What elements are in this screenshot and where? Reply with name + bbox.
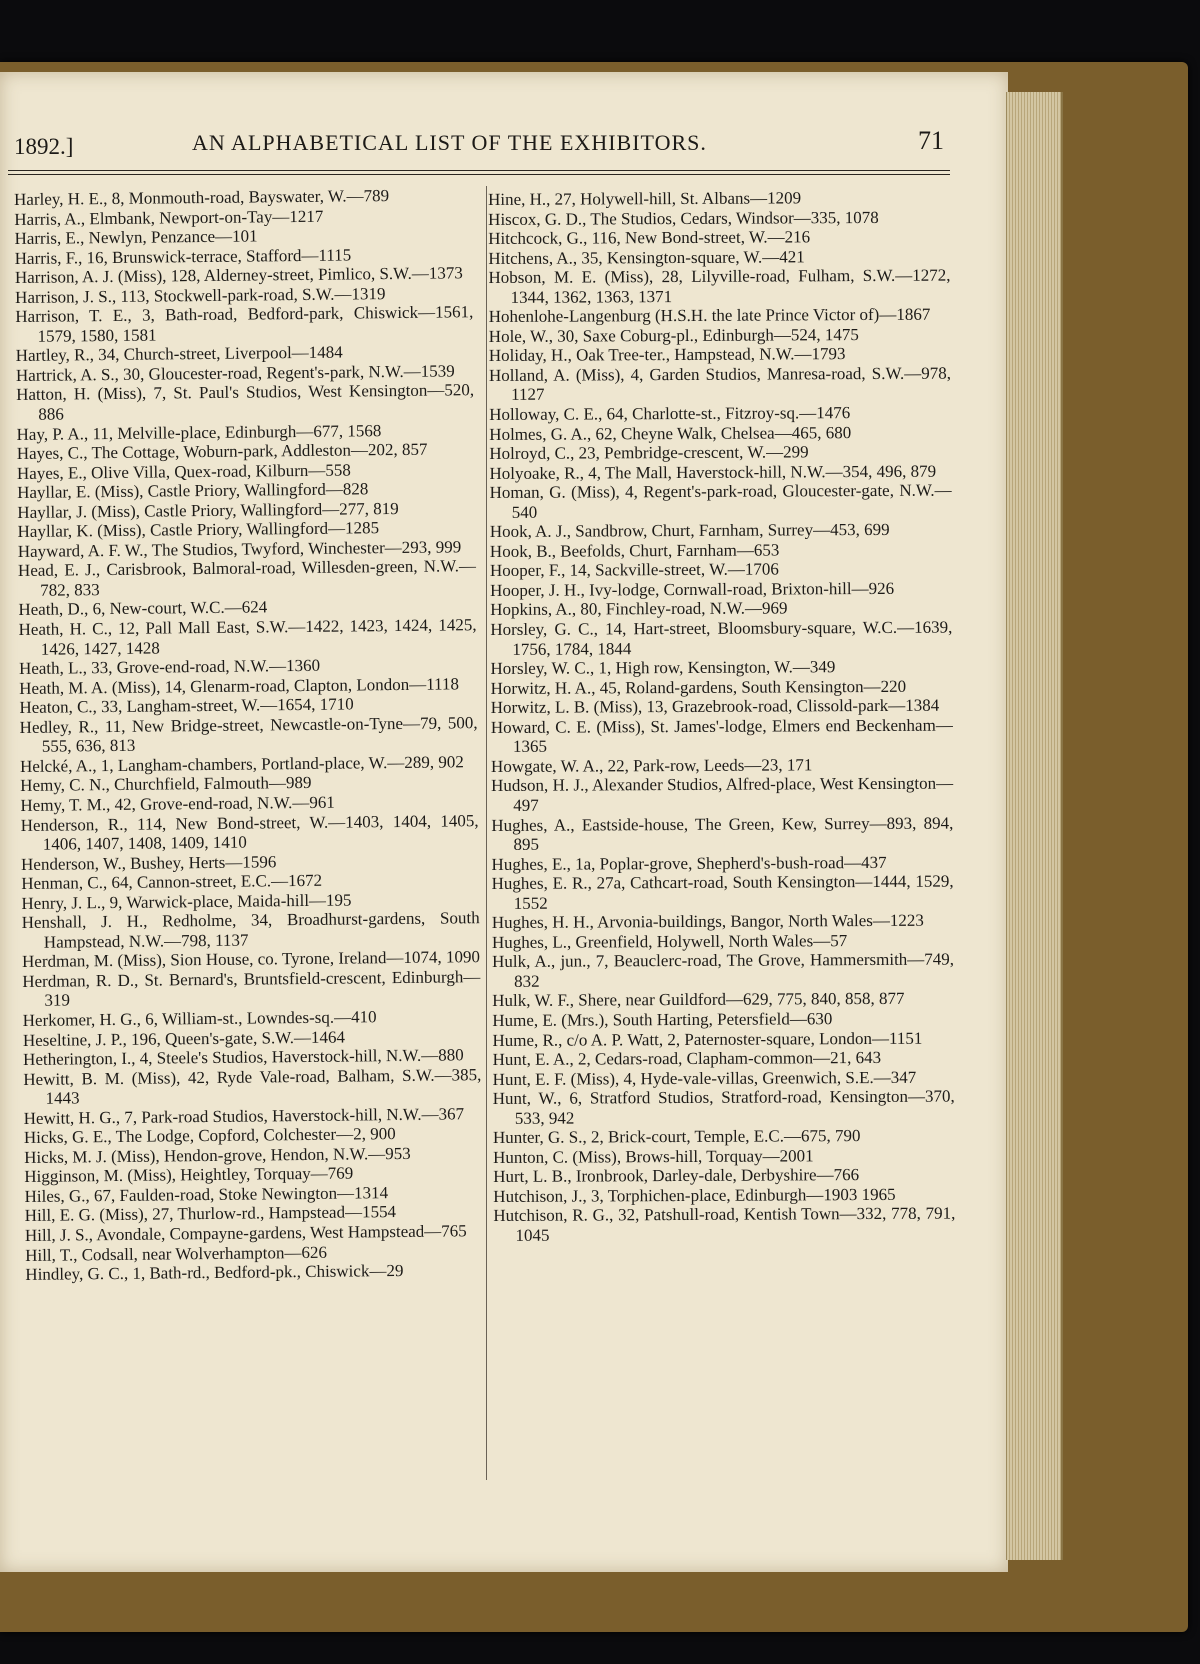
exhibitor-entry: Helcké, A., 1, Langham-chambers, Portland-place, W.—289, 902 (19, 752, 464, 776)
exhibitor-entry: Hayes, C., The Cottage, Woburn-park, Addleston—202, 857 (16, 439, 428, 464)
running-header (14, 126, 944, 170)
exhibitor-entry: Heath, H. C., 12, Pall Mall East, S.W.—1422, 1423, 1424, 1425, 1426, 1427, 1428 (18, 615, 477, 659)
exhibitor-entry: Hutchison, R. G., 32, Patshull-road, Kentish Town—332, 778, 791, 1045 (493, 1204, 956, 1245)
exhibitor-entry: Hayward, A. F. W., The Studios, Twyford, Winchester—293, 999 (17, 537, 462, 561)
exhibitor-entry: Hughes, H. H., Arvonia-buildings, Bangor, North Wales—1223 (491, 910, 924, 933)
exhibitor-entry: Harris, A., Elmbank, Newport-on-Tay—1217 (14, 206, 324, 229)
exhibitor-entry: Hutchison, J., 3, Torphichen-place, Edinburgh—1903 1965 (493, 1184, 896, 1206)
exhibitor-entry: Head, E. J., Carisbrook, Balmoral-road, Willesden-green, N.W.—782, 833 (17, 556, 477, 600)
exhibitor-entry: Hooper, F., 14, Sackville-street, W.—1706 (489, 559, 779, 581)
exhibitor-entry: Horsley, W. C., 1, High row, Kensington, W.—349 (490, 657, 836, 679)
right-column (488, 188, 956, 1246)
exhibitor-entry: Horwitz, H. A., 45, Roland-gardens, South Kensington—220 (490, 676, 907, 698)
header-year: 1892.] (14, 134, 74, 159)
exhibitor-entry: Horwitz, L. B. (Miss), 13, Grazebrook-road, Clissold-park—1384 (490, 695, 940, 718)
exhibitor-entry: Howard, C. E. (Miss), St. James'-lodge, Elmers end Beckenham—1365 (490, 715, 953, 757)
exhibitor-entry: Hulk, A., jun., 7, Beauclerc-road, The Grove, Hammersmith—749, 832 (491, 949, 955, 991)
exhibitor-entry: Hedley, R., 11, New Bridge-street, Newcastle-on-Tyne—79, 500, 555, 636, 813 (19, 712, 478, 757)
exhibitor-entry: Hay, P. A., 11, Melville-place, Edinburgh—677, 1568 (16, 420, 382, 444)
exhibitor-entry: Hill, T., Codsall, near Wolverhampton—626 (25, 1242, 328, 1265)
exhibitor-entry: Hicks, G. E., The Lodge, Copford, Colchester—2, 900 (23, 1124, 396, 1148)
exhibitor-entry: Hitchens, A., 35, Kensington-square, W.—421 (488, 246, 805, 268)
exhibitor-entry: Harrison, A. J. (Miss), 128, Alderney-street, Pimlico, S.W.—1373 (14, 263, 463, 288)
exhibitor-entry: Holmes, G. A., 62, Cheyne Walk, Chelsea—465, 680 (489, 422, 852, 444)
exhibitor-entry: Henman, C., 64, Cannon-street, E.C.—1672 (21, 870, 323, 894)
exhibitor-entry: Hine, H., 27, Holywell-hill, St. Albans—1209 (488, 188, 802, 209)
exhibitor-entry: Holloway, C. E., 64, Charlotte-st., Fitzroy-sq.—1476 (489, 403, 851, 425)
exhibitor-entry: Harrison, J. S., 113, Stockwell-park-road, S.W.—1319 (15, 283, 386, 307)
exhibitor-entry: Henderson, R., 114, New Bond-street, W.—1403, 1404, 1405, 1406, 1407, 1408, 1409, 1410 (20, 810, 479, 854)
exhibitor-entry: Horsley, G. C., 14, Hart-street, Bloomsbury-square, W.C.—1639, 1756, 1784, 1844 (490, 617, 953, 659)
exhibitor-entry: Henry, J. L., 9, Warwick-place, Maida-hill—195 (21, 890, 352, 913)
exhibitor-entry: Hughes, E., 1a, Poplar-grove, Shepherd's-bush-road—437 (491, 852, 887, 874)
exhibitor-entry: Hemy, T. M., 42, Grove-end-road, N.W.—961 (20, 792, 335, 815)
exhibitor-entry: Hetherington, I., 4, Steele's Studios, Haverstock-hill, N.W.—880 (23, 1045, 464, 1070)
exhibitor-entry: Hopkins, A., 80, Finchley-road, N.W.—969 (490, 598, 788, 620)
exhibitor-entry: Holroyd, C., 23, Pembridge-crescent, W.—299 (489, 442, 809, 464)
exhibitor-entry: Hughes, L., Greenfield, Holywell, North Wales—57 (491, 930, 848, 952)
exhibitor-entry: Heath, L., 33, Grove-end-road, N.W.—1360 (18, 655, 321, 679)
exhibitor-entry: Hurt, L. B., Ironbrook, Darley-dale, Derbyshire—766 (493, 1165, 860, 1187)
exhibitor-entry: Heseltine, J. P., 196, Queen's-gate, S.W.—1464 (22, 1027, 346, 1050)
exhibitor-entry: Hughes, E. R., 27a, Cathcart-road, South Kensington—1444, 1529, 1552 (491, 871, 954, 913)
exhibitor-entry: Heath, M. A. (Miss), 14, Glenarm-road, Clapton, London—1118 (19, 674, 460, 698)
exhibitor-entry: Hunt, E. A., 2, Cedars-road, Clapham-common—21, 643 (492, 1048, 882, 1070)
exhibitor-entry: Hill, J. S., Avondale, Compayne-gardens, West Hampstead—765 (24, 1221, 467, 1245)
exhibitor-entry: Hartley, R., 34, Church-street, Liverpool—1484 (15, 342, 343, 366)
exhibitor-entry: Harrison, T. E., 3, Bath-road, Bedford-park, Chiswick—1561, 1579, 1580, 1581 (15, 302, 474, 346)
exhibitor-entry: Herdman, R. D., St. Bernard's, Bruntsfield-crescent, Edinburgh—319 (22, 967, 481, 1011)
exhibitor-entry: Holland, A. (Miss), 4, Garden Studios, Manresa-road, S.W.—978, 1127 (488, 363, 952, 405)
exhibitor-entry: Henshall, J. H., Redholme, 34, Broadhurst-gardens, South Hampstead, N.W.—798, 1137 (21, 908, 480, 952)
exhibitor-entry: Hartrick, A. S., 30, Gloucester-road, Regent's-park, N.W.—1539 (15, 361, 455, 385)
exhibitor-entry: Holyoake, R., 4, The Mall, Haverstock-hill, N.W.—354, 496, 879 (489, 461, 937, 483)
exhibitor-entry: Hunt, E. F. (Miss), 4, Hyde-vale-villas, Greenwich, S.E.—347 (492, 1067, 917, 1089)
exhibitor-entry: Hunton, C. (Miss), Brows-hill, Torquay—2001 (493, 1146, 814, 1167)
exhibitor-entry: Hobson, M. E. (Miss), 28, Lilyville-road, Fulham, S.W.—1272, 1344, 1362, 1363, 1371 (488, 265, 951, 307)
exhibitor-entry: Hatton, H. (Miss), 7, St. Paul's Studios, West Kensington—520, 886 (16, 380, 475, 424)
exhibitor-entry: Harris, F., 16, Brunswick-terrace, Stafford—1115 (14, 245, 352, 268)
exhibitor-entry: Hohenlohe-Langenburg (H.S.H. the late Prince Victor of)—1867 (488, 304, 931, 327)
header-rule (8, 170, 950, 175)
exhibitor-entry: Hook, B., Beefolds, Churt, Farnham—653 (489, 540, 780, 561)
exhibitor-entry: Hewitt, H. G., 7, Park-road Studios, Haverstock-hill, N.W.—367 (23, 1104, 465, 1128)
page-number: 71 (918, 126, 944, 155)
exhibitor-entry: Hunt, W., 6, Stratford Studios, Stratford-road, Kensington—370, 533, 942 (492, 1086, 955, 1128)
page-edges (1006, 92, 1063, 1560)
exhibitor-entry: Homan, G. (Miss), 4, Regent's-park-road, Gloucester-gate, N.W.—540 (489, 480, 952, 522)
exhibitor-entry: Hume, R., c/o A. P. Watt, 2, Paternoster-square, London—1151 (492, 1028, 923, 1050)
exhibitor-entry: Hayllar, E. (Miss), Castle Priory, Wallingford—828 (17, 479, 369, 503)
exhibitor-entry: Harris, E., Newlyn, Penzance—101 (14, 226, 258, 249)
exhibitor-entry: Hicks, M. J. (Miss), Hendon-grove, Hendon, N.W.—953 (24, 1143, 411, 1167)
exhibitor-entry: Hulk, W. F., Shere, near Guildford—629, 775, 840, 858, 877 (492, 989, 905, 1011)
exhibitor-entry: Hayes, E., Olive Villa, Quex-road, Kilburn—558 (16, 460, 351, 483)
exhibitor-entry: Hughes, A., Eastside-house, The Green, Kew, Surrey—893, 894, 895 (491, 813, 954, 854)
exhibitor-entry: Hindley, G. C., 1, Bath-rd., Bedford-pk., Chiswick—29 (25, 1261, 404, 1285)
exhibitor-entry: Howgate, W. A., 22, Park-row, Leeds—23, 171 (490, 755, 813, 776)
exhibitor-entry: Hayllar, K. (Miss), Castle Priory, Wallingford—1285 (17, 518, 380, 542)
exhibitor-entry: Heaton, C., 33, Langham-street, W.—1654, 1710 (19, 694, 354, 718)
exhibitor-entry: Harley, H. E., 8, Monmouth-road, Bayswater, W.—789 (14, 186, 390, 209)
exhibitor-entry: Heath, D., 6, New-court, W.C.—624 (18, 597, 268, 620)
exhibitor-entry: Hiscox, G. D., The Studios, Cedars, Windsor—335, 1078 (488, 207, 879, 229)
exhibitor-entry: Hemy, C. N., Churchfield, Falmouth—989 (20, 773, 312, 796)
exhibitor-entry: Herdman, M. (Miss), Sion House, co. Tyrone, Ireland—1074, 1090 (21, 947, 481, 972)
exhibitor-entry: Hudson, H. J., Alexander Studios, Alfred-place, West Kensington—497 (491, 773, 954, 815)
exhibitor-entry: Higginson, M. (Miss), Heightley, Torquay—769 (24, 1163, 354, 1187)
exhibitor-entry: Hunter, G. S., 2, Brick-court, Temple, E.C.—675, 790 (492, 1126, 861, 1148)
exhibitor-entry: Hooper, J. H., Ivy-lodge, Cornwall-road, Brixton-hill—926 (490, 578, 895, 600)
exhibitor-entry: Hole, W., 30, Saxe Coburg-pl., Edinburgh—524, 1475 (488, 324, 859, 346)
exhibitor-entry: Hill, E. G. (Miss), 27, Thurlow-rd., Hampstead—1554 (24, 1202, 397, 1226)
exhibitor-entry: Hiles, G., 67, Faulden-road, Stoke Newington—1314 (24, 1183, 389, 1206)
exhibitor-entry: Hook, A. J., Sandbrow, Churt, Farnham, Surrey—453, 699 (489, 520, 890, 542)
header-title: AN ALPHABETICAL LIST OF THE EXHIBITORS. (192, 130, 707, 155)
exhibitor-entry: Hewitt, B. M. (Miss), 42, Ryde Vale-road, Balham, S.W.—385, 1443 (23, 1064, 482, 1108)
column-divider (486, 186, 487, 1480)
left-column (14, 185, 483, 1284)
exhibitor-entry: Herkomer, H. G., 6, William-st., Lowndes-sq.—410 (22, 1007, 377, 1030)
exhibitor-entry: Hayllar, J. (Miss), Castle Priory, Wallingford—277, 819 (17, 498, 399, 522)
exhibitor-entry: Henderson, W., Bushey, Herts—1596 (20, 851, 277, 874)
exhibitor-entry: Hume, E. (Mrs.), South Harting, Petersfield—630 (492, 1009, 833, 1030)
exhibitor-entry: Hitchcock, G., 116, New Bond-street, W.—216 (488, 227, 811, 249)
exhibitor-entry: Holiday, H., Oak Tree-ter., Hampstead, N.W.—1793 (488, 344, 846, 366)
